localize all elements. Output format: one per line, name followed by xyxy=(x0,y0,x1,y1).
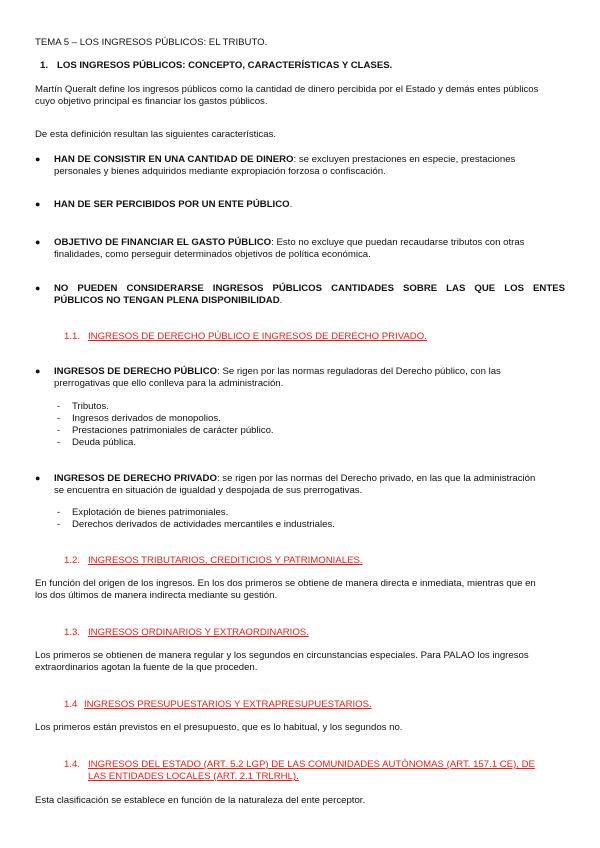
dash-icon: - xyxy=(57,401,61,412)
characteristic-text: . xyxy=(279,295,283,306)
subsection-title: INGRESOS PRESUPUESTARIOS Y EXTRAPRESUPUESTARIOS. xyxy=(84,699,372,710)
section-title: LOS INGRESOS PÚBLICOS: CONCEPTO, CARACTERÍSTICAS Y CLASES. xyxy=(57,60,393,71)
subsection-title: INGRESOS TRIBUTARIOS, CREDITICIOS Y PATRIMONIALES. xyxy=(88,555,363,566)
characteristic-label: PÚBLICOS NO TENGAN PLENA DISPONIBILIDAD xyxy=(54,295,280,306)
characteristic-text-line: personales y bienes adquiridos mediante expropiación forzosa o confiscación. xyxy=(54,166,386,177)
dash-icon: - xyxy=(57,437,61,448)
list-item: Deuda pública. xyxy=(72,437,137,448)
dash-icon: - xyxy=(57,413,61,424)
list-item: Derechos derivados de actividades mercantiles e industriales. xyxy=(72,519,335,530)
subsection-number: 1.1. xyxy=(64,331,81,342)
income-type-item xyxy=(54,473,535,485)
dash-icon: - xyxy=(57,507,61,518)
characteristic-label-line: NO PUEDEN CONSIDERARSE INGRESOS PÚBLICOS CANTIDADES SOBRE LAS QUE LOS ENTES xyxy=(54,283,565,294)
list-item: Prestaciones patrimoniales de carácter público. xyxy=(72,425,274,436)
characteristic-text: : Esto no excluye que puedan recaudarse tributos con otras xyxy=(271,237,525,248)
subsection-title: INGRESOS DE DERECHO PÚBLICO E INGRESOS DE DERECHO PRIVADO. xyxy=(88,331,427,342)
characteristic-item xyxy=(54,154,515,166)
paragraph-line: Los primeros se obtienen de manera regular y los segundos en circunstancias especiales. Para PALAO los ingresos xyxy=(35,650,529,661)
subsection-number: 1.4. xyxy=(64,759,81,770)
paragraph-line: extraordinarios agotan la fuente de la que proceden. xyxy=(35,662,258,673)
characteristic-text: : se excluyen prestaciones en especie, prestaciones xyxy=(293,154,516,165)
characteristic-text-line: finalidades, como perseguir determinados objetivos de política económica. xyxy=(54,249,371,260)
income-type-text-line: prerrogativas que ello conlleva para la administración. xyxy=(54,378,284,389)
characteristic-item xyxy=(54,237,524,249)
income-type-text-line: se encuentra en situación de igualdad y despojada de sus prerrogativas. xyxy=(54,485,363,496)
document-title: TEMA 5 – LOS INGRESOS PÚBLICOS: EL TRIBUTO. xyxy=(35,37,268,48)
subsection-number: 1.3. xyxy=(64,627,81,638)
paragraph-line: Los primeros están previstos en el presupuesto, que es lo habitual, y los segundos no. xyxy=(35,722,403,733)
characteristic-label: HAN DE SER PERCIBIDOS POR UN ENTE PÚBLICO xyxy=(54,199,290,210)
bullet-icon: ● xyxy=(35,366,41,376)
characteristic-text: . xyxy=(289,199,293,210)
dash-icon: - xyxy=(57,519,61,530)
subsection-title-line: LAS ENTIDADES LOCALES (ART. 2.1 TRLRHL). xyxy=(88,771,299,782)
subsection-title-line: INGRESOS DEL ESTADO (ART. 5.2 LGP) DE LAS COMUNIDADES AUTÓNOMAS (ART. 157.1 CE), DE xyxy=(88,759,535,770)
list-item: Explotación de bienes patrimoniales. xyxy=(72,507,229,518)
characteristic-label: OBJETIVO DE FINANCIAR EL GASTO PÚBLICO xyxy=(54,237,272,248)
bullet-icon: ● xyxy=(35,199,41,209)
intro-paragraph-line: Martín Queralt define los ingresos públicos como la cantidad de dinero percibida por el Estado y demás entes públicos xyxy=(35,84,539,95)
subsection-number: 1.4 xyxy=(64,699,78,710)
bullet-icon: ● xyxy=(35,237,41,247)
bullet-icon: ● xyxy=(35,473,41,483)
dash-icon: - xyxy=(57,425,61,436)
subsection-title: INGRESOS ORDINARIOS Y EXTRAORDINARIOS. xyxy=(88,627,309,638)
intro-paragraph-line: cuyo objetivo principal es financiar los gastos públicos. xyxy=(35,96,268,107)
list-item: Tributos. xyxy=(72,401,109,412)
income-type-label: INGRESOS DE DERECHO PÚBLICO xyxy=(54,366,218,377)
income-type-label: INGRESOS DE DERECHO PRIVADO xyxy=(54,473,217,484)
list-item: Ingresos derivados de monopolios. xyxy=(72,413,221,424)
definition-line: De esta definición resultan las siguientes características. xyxy=(35,129,277,140)
characteristic-label: HAN DE CONSISTIR EN UNA CANTIDAD DE DINERO xyxy=(54,154,294,165)
characteristic-item xyxy=(54,199,292,211)
bullet-icon: ● xyxy=(35,283,41,293)
paragraph-line: los dos últimos de manera indirecta mediante su gestión. xyxy=(35,590,278,601)
characteristic-item xyxy=(54,295,282,307)
bullet-icon: ● xyxy=(35,154,41,164)
income-type-text: : se rigen por las normas del Derecho privado, en las que la administración xyxy=(216,473,536,484)
subsection-number: 1.2. xyxy=(64,555,81,566)
income-type-item xyxy=(54,366,501,378)
paragraph-line: En función del origen de los ingresos. En los dos primeros se obtiene de manera directa e inmediata, mientras que en xyxy=(35,578,536,589)
paragraph-line: Esta clasificación se establece en función de la naturaleza del ente perceptor. xyxy=(35,795,366,806)
income-type-text: : Se rigen por las normas reguladoras del Derecho público, con las xyxy=(217,366,501,377)
section-number: 1. xyxy=(40,60,49,71)
